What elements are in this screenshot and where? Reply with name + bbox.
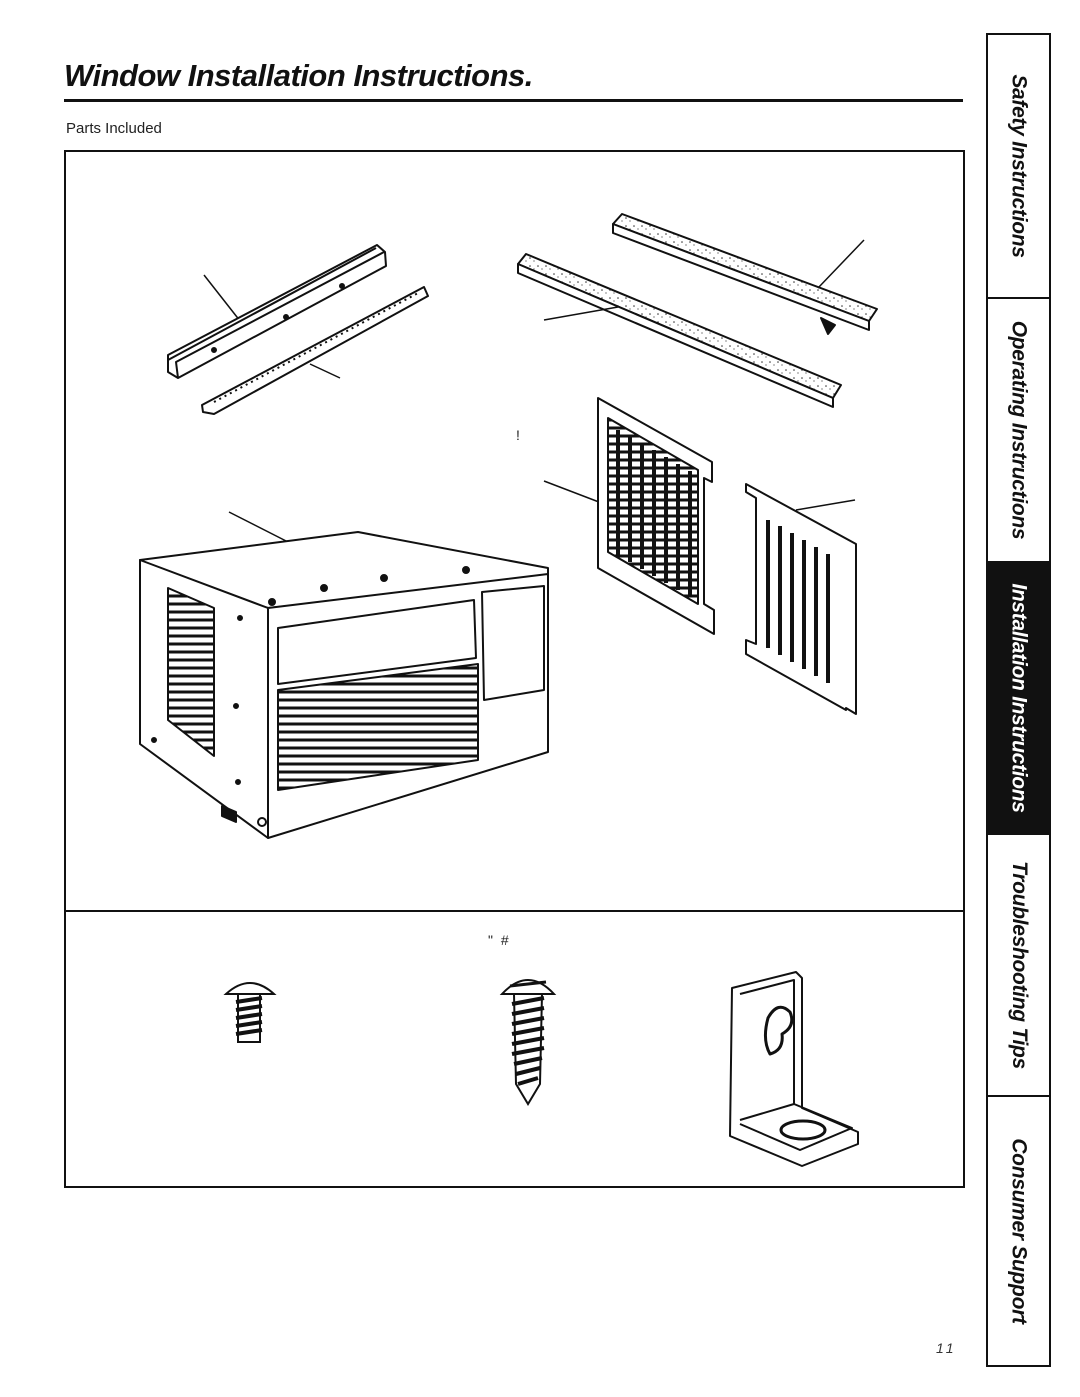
truss-screw-illustration <box>226 983 274 1042</box>
l-bracket-illustration <box>730 972 858 1166</box>
page-number: 11 <box>936 1340 957 1356</box>
section-tabs <box>986 33 1051 1367</box>
page-title: Window Installation Instructions. <box>64 58 533 93</box>
tab-label: Safety Instructions <box>1007 74 1031 258</box>
tab-installation-instructions[interactable] <box>988 563 1049 835</box>
tab-label: Installation Instructions <box>1007 583 1031 813</box>
side-panels-illustration <box>544 398 856 714</box>
tab-safety-instructions[interactable] <box>988 35 1049 299</box>
tab-troubleshooting-tips[interactable] <box>988 835 1049 1097</box>
stray-mark: ! <box>516 427 520 443</box>
top-rail-illustration <box>168 245 428 414</box>
tab-label: Troubleshooting Tips <box>1007 861 1031 1069</box>
foam-seal-illustration <box>518 214 877 407</box>
wood-screw-illustration <box>502 980 554 1104</box>
tab-operating-instructions[interactable] <box>988 299 1049 563</box>
air-conditioner-illustration <box>140 512 548 838</box>
tab-label: Operating Instructions <box>1007 320 1031 540</box>
tab-label: Consumer Support <box>1007 1138 1031 1324</box>
parts-included-label: Parts Included <box>66 120 162 137</box>
tab-consumer-support[interactable] <box>988 1097 1049 1365</box>
stray-mark: " # <box>488 932 511 948</box>
